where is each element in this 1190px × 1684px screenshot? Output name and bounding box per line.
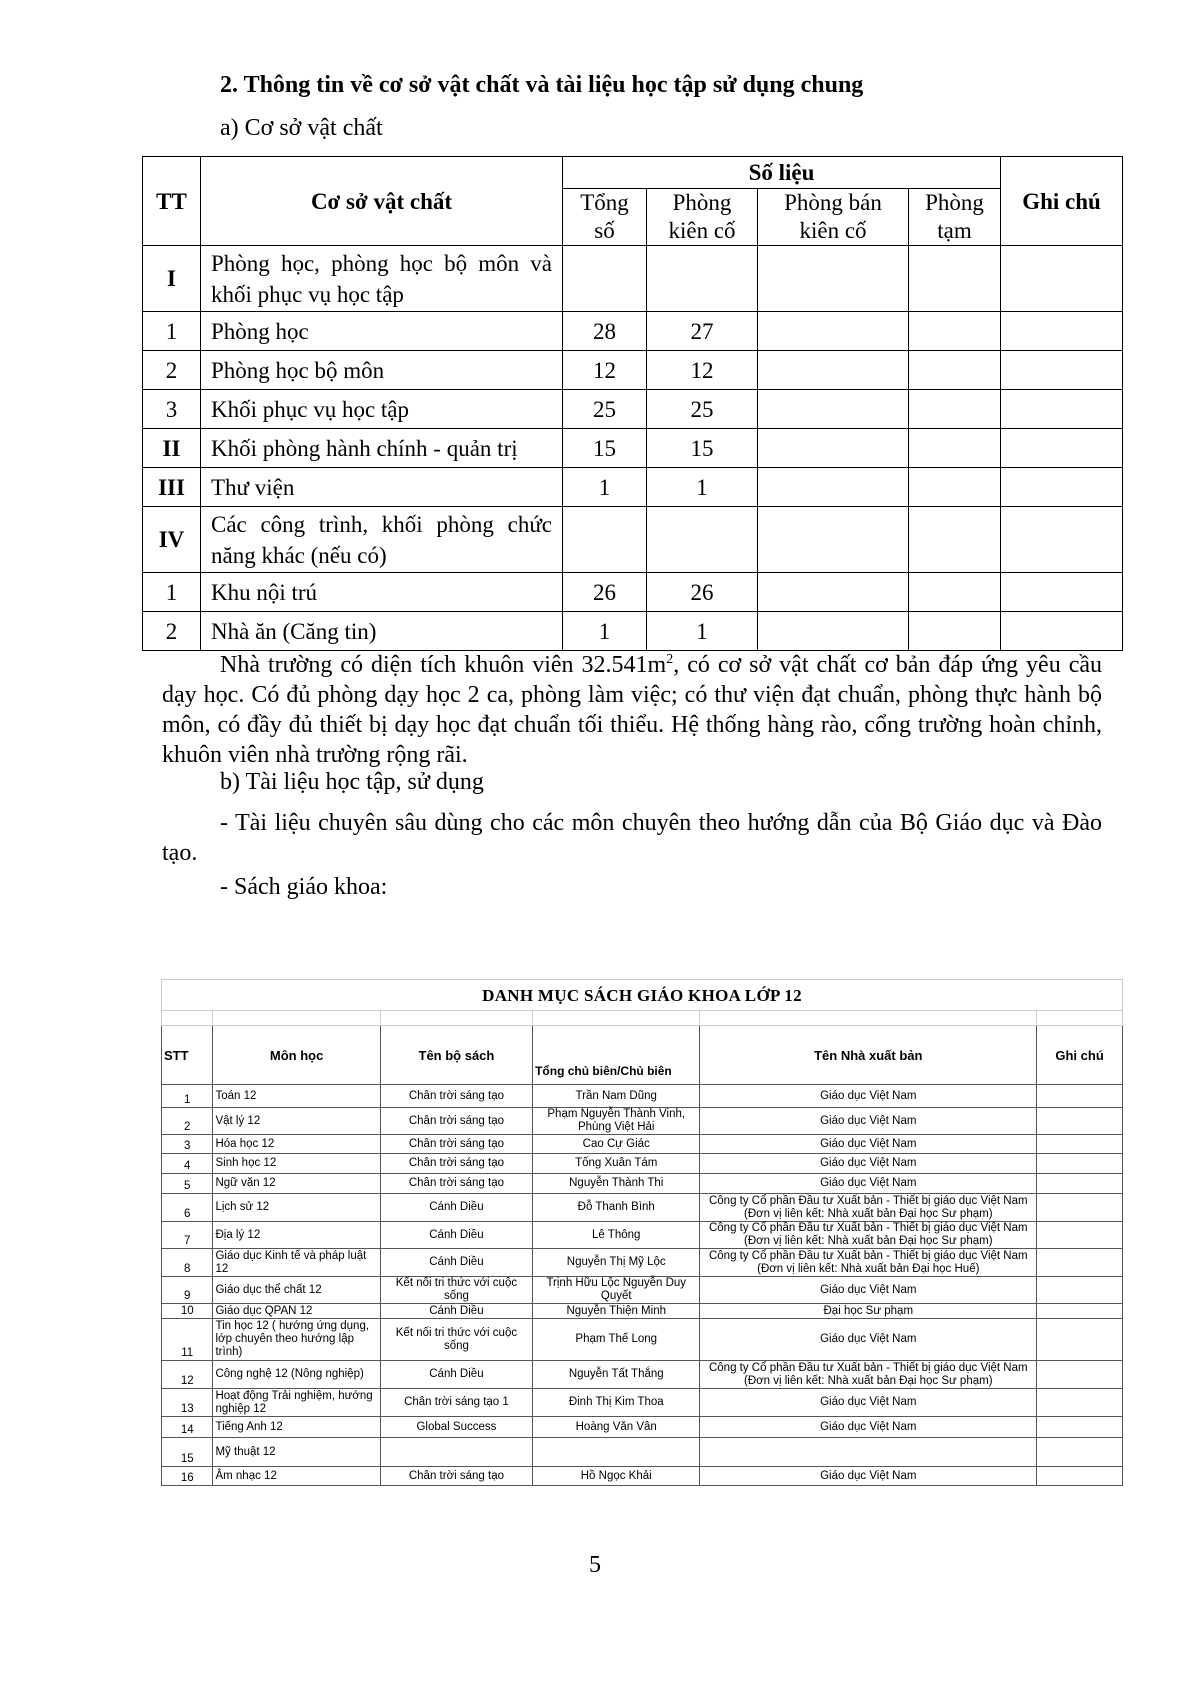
textbook-editor: Cao Cự Giác — [533, 1135, 700, 1154]
textbook-stt: 6 — [162, 1194, 213, 1222]
textbook-stt: 11 — [162, 1319, 213, 1361]
textbook-stt: 2 — [162, 1108, 213, 1135]
textbook-series: Chân trời sáng tạo — [380, 1174, 532, 1194]
facility-solid — [647, 246, 758, 312]
facility-temporary — [909, 573, 1001, 612]
textbook-note — [1037, 1135, 1123, 1154]
textbook-subject: Ngữ văn 12 — [213, 1174, 380, 1194]
textbook-publisher: Giáo dục Việt Nam — [700, 1085, 1037, 1108]
textbook-note — [1037, 1108, 1123, 1135]
textbook-note — [1037, 1249, 1123, 1277]
textbook-subject: Giáo dục Kinh tế và pháp luật 12 — [213, 1249, 380, 1277]
facility-solid: 27 — [647, 312, 758, 351]
facility-solid: 15 — [647, 429, 758, 468]
textbook-series: Kết nối tri thức với cuộc sống — [380, 1319, 532, 1361]
facility-row — [143, 312, 1123, 351]
facilities-paragraph — [162, 645, 1102, 770]
facility-note — [1001, 351, 1123, 390]
textbook-stt: 10 — [162, 1304, 213, 1319]
textbook-row — [162, 1108, 1123, 1135]
facility-solid — [647, 507, 758, 573]
textbook-publisher: Giáo dục Việt Nam — [700, 1277, 1037, 1304]
textbook-editor: Hồ Ngọc Khải — [533, 1467, 700, 1486]
textbook-series: Chân trời sáng tạo — [380, 1108, 532, 1135]
facility-name: Nhà ăn (Căng tin) — [201, 612, 563, 651]
facility-name: Các công trình, khối phòng chức năng khác (nếu có) — [201, 507, 563, 573]
textbook-publisher — [700, 1438, 1037, 1467]
header-editor: Tổng chủ biên/Chủ biên — [533, 1026, 700, 1085]
textbook-row — [162, 1085, 1123, 1108]
textbook-publisher: Giáo dục Việt Nam — [700, 1467, 1037, 1486]
header-total: Tổng số — [563, 189, 647, 246]
textbook-series: Cánh Diều — [380, 1249, 532, 1277]
header-data-group: Số liệu — [563, 157, 1001, 189]
textbook-note — [1037, 1174, 1123, 1194]
textbook-editor: Tống Xuân Tám — [533, 1154, 700, 1174]
facility-name: Khu nội trú — [201, 573, 563, 612]
facility-note — [1001, 246, 1123, 312]
textbook-publisher: Giáo dục Việt Nam — [700, 1417, 1037, 1438]
textbook-stt: 8 — [162, 1249, 213, 1277]
textbook-editor: Trần Nam Dũng — [533, 1085, 700, 1108]
textbook-row — [162, 1154, 1123, 1174]
textbook-note — [1037, 1389, 1123, 1417]
facility-total: 26 — [563, 573, 647, 612]
facility-row — [143, 429, 1123, 468]
facility-row — [143, 468, 1123, 507]
header-semi-solid-rooms: Phòng bán kiên cố — [758, 189, 909, 246]
facility-name: Khối phòng hành chính - quản trị — [201, 429, 563, 468]
facility-solid: 1 — [647, 612, 758, 651]
facilities-table-body — [143, 246, 1123, 651]
facility-total: 1 — [563, 612, 647, 651]
textbook-series: Kết nối tri thức với cuộc sống — [380, 1277, 532, 1304]
textbook-editor: Đinh Thị Kim Thoa — [533, 1389, 700, 1417]
facility-total: 25 — [563, 390, 647, 429]
facility-temporary — [909, 246, 1001, 312]
section-heading: 2. Thông tin về cơ sở vật chất và tài liệu học tập sử dụng chung — [220, 72, 864, 98]
facility-tt: 1 — [143, 312, 201, 351]
textbook-series: Cánh Diều — [380, 1194, 532, 1222]
textbook-series: Chân trời sáng tạo — [380, 1135, 532, 1154]
textbook-editor: Hoàng Văn Vân — [533, 1417, 700, 1438]
textbook-note — [1037, 1085, 1123, 1108]
textbook-row — [162, 1319, 1123, 1361]
facility-solid: 12 — [647, 351, 758, 390]
header-tt: TT — [143, 157, 201, 246]
textbook-editor: Nguyễn Thành Thi — [533, 1174, 700, 1194]
textbook-row — [162, 1438, 1123, 1467]
textbook-note — [1037, 1304, 1123, 1319]
facility-semi-solid — [758, 312, 909, 351]
textbook-stt: 9 — [162, 1277, 213, 1304]
facility-tt: 1 — [143, 573, 201, 612]
facility-solid: 25 — [647, 390, 758, 429]
facility-row — [143, 507, 1123, 573]
header-temporary-rooms: Phòng tạm — [909, 189, 1001, 246]
facility-tt: III — [143, 468, 201, 507]
textbook-editor: Phạm Nguyễn Thành Vinh, Phùng Việt Hải — [533, 1108, 700, 1135]
facility-semi-solid — [758, 429, 909, 468]
textbook-table-body — [162, 1085, 1123, 1486]
textbook-stt: 5 — [162, 1174, 213, 1194]
textbook-editor — [533, 1438, 700, 1467]
textbook-note — [1037, 1417, 1123, 1438]
textbook-row — [162, 1389, 1123, 1417]
textbook-publisher: Giáo dục Việt Nam — [700, 1389, 1037, 1417]
superscript-unit: 2 — [666, 652, 674, 667]
facility-name: Thư viện — [201, 468, 563, 507]
textbook-subject: Âm nhạc 12 — [213, 1467, 380, 1486]
page-number: 5 — [589, 1552, 601, 1578]
textbook-series: Cánh Diều — [380, 1304, 532, 1319]
facility-name: Phòng học, phòng học bộ môn và khối phục vụ học tập — [201, 246, 563, 312]
textbook-stt: 4 — [162, 1154, 213, 1174]
facility-tt: 3 — [143, 390, 201, 429]
textbook-subject: Hoạt động Trải nghiệm, hướng nghiệp 12 — [213, 1389, 380, 1417]
facility-total: 12 — [563, 351, 647, 390]
facilities-table — [142, 156, 1123, 651]
facility-row — [143, 573, 1123, 612]
textbook-editor: Nguyễn Thiện Minh — [533, 1304, 700, 1319]
textbook-publisher: Giáo dục Việt Nam — [700, 1135, 1037, 1154]
facility-temporary — [909, 390, 1001, 429]
facility-semi-solid — [758, 573, 909, 612]
facility-temporary — [909, 429, 1001, 468]
textbook-note — [1037, 1194, 1123, 1222]
textbook-subject: Tin học 12 ( hướng ứng dụng, lớp chuyên theo hướng lập trình) — [213, 1319, 380, 1361]
textbook-note — [1037, 1467, 1123, 1486]
textbook-row — [162, 1417, 1123, 1438]
textbook-subject: Giáo dục QPAN 12 — [213, 1304, 380, 1319]
textbook-publisher: Đại học Sư phạm — [700, 1304, 1037, 1319]
bullet-specialized-materials: - Tài liệu chuyên sâu dùng cho các môn chuyên theo hướng dẫn của Bộ Giáo dục và Đào tạo. — [162, 810, 1102, 866]
textbook-subject: Lịch sử 12 — [213, 1194, 380, 1222]
textbook-publisher: Giáo dục Việt Nam — [700, 1154, 1037, 1174]
facility-tt: 2 — [143, 351, 201, 390]
textbook-series: Chân trời sáng tạo — [380, 1154, 532, 1174]
facility-temporary — [909, 507, 1001, 573]
textbook-row — [162, 1174, 1123, 1194]
facility-temporary — [909, 351, 1001, 390]
textbook-row — [162, 1222, 1123, 1249]
facility-row — [143, 390, 1123, 429]
textbook-subject: Địa lý 12 — [213, 1222, 380, 1249]
textbook-subject: Sinh học 12 — [213, 1154, 380, 1174]
facility-name: Phòng học bộ môn — [201, 351, 563, 390]
facility-total — [563, 507, 647, 573]
textbook-publisher: Công ty Cổ phần Đầu tư Xuất bản - Thiết bị giáo dục Việt Nam (Đơn vị liên kết: Nhà xuất bản Đại học Huế) — [700, 1249, 1037, 1277]
facility-total: 28 — [563, 312, 647, 351]
textbook-series: Chân trời sáng tạo 1 — [380, 1389, 532, 1417]
header-series: Tên bộ sách — [380, 1026, 532, 1085]
textbook-editor: Lê Thông — [533, 1222, 700, 1249]
header-publisher: Tên Nhà xuất bản — [700, 1026, 1037, 1085]
textbook-row — [162, 1249, 1123, 1277]
textbook-subject: Vật lý 12 — [213, 1108, 380, 1135]
textbook-stt: 15 — [162, 1438, 213, 1467]
textbook-publisher: Giáo dục Việt Nam — [700, 1174, 1037, 1194]
textbook-row — [162, 1304, 1123, 1319]
facility-total: 15 — [563, 429, 647, 468]
subsection-a-heading: a) Cơ sở vật chất — [220, 115, 383, 141]
textbook-note — [1037, 1222, 1123, 1249]
facility-row — [143, 351, 1123, 390]
textbook-note — [1037, 1361, 1123, 1389]
facility-note — [1001, 390, 1123, 429]
paragraph-text-end: , có cơ sở vật chất cơ bản đáp ứng yêu cầu dạy học. Có đủ phòng dạy học 2 ca, phòng làm việc; có thư viện đạt chuẩn, phòng thực hành bộ môn, có đầy đủ thiết bị dạy học đạt chuẩn tối thiểu. Hệ thống hàng rào, cổng trường hoàn chỉnh, khuôn viên nhà trường rộng rãi. — [162, 652, 1102, 768]
textbook-series — [380, 1438, 532, 1467]
facility-tt: II — [143, 429, 201, 468]
textbook-series: Chân trời sáng tạo — [380, 1085, 532, 1108]
textbook-note — [1037, 1277, 1123, 1304]
paragraph-text-start: Nhà trường có diện tích khuôn viên 32.541m — [220, 652, 667, 678]
facility-total — [563, 246, 647, 312]
textbook-editor: Nguyễn Thị Mỹ Lộc — [533, 1249, 700, 1277]
textbook-row — [162, 1194, 1123, 1222]
facility-solid: 1 — [647, 468, 758, 507]
facility-solid: 26 — [647, 573, 758, 612]
header-note: Ghi chú — [1001, 157, 1123, 246]
textbook-publisher: Giáo dục Việt Nam — [700, 1319, 1037, 1361]
textbook-row — [162, 1135, 1123, 1154]
facility-name: Khối phục vụ học tập — [201, 390, 563, 429]
textbook-stt: 7 — [162, 1222, 213, 1249]
textbook-editor: Nguyễn Tất Thắng — [533, 1361, 700, 1389]
facility-semi-solid — [758, 351, 909, 390]
facility-semi-solid — [758, 468, 909, 507]
textbook-stt: 14 — [162, 1417, 213, 1438]
header-subject: Môn học — [213, 1026, 380, 1085]
facility-temporary — [909, 468, 1001, 507]
facility-note — [1001, 312, 1123, 351]
textbook-table-title: DANH MỤC SÁCH GIÁO KHOA LỚP 12 — [162, 980, 1123, 1011]
facility-note — [1001, 468, 1123, 507]
textbook-publisher: Công ty Cổ phần Đầu tư Xuất bản - Thiết bị giáo dục Việt Nam (Đơn vị liên kết: Nhà xuất bản Đại học Sư phạm) — [700, 1194, 1037, 1222]
facility-row — [143, 246, 1123, 312]
textbook-note — [1037, 1154, 1123, 1174]
facility-total: 1 — [563, 468, 647, 507]
textbook-stt: 3 — [162, 1135, 213, 1154]
facility-semi-solid — [758, 390, 909, 429]
textbook-series: Global Success — [380, 1417, 532, 1438]
textbook-row — [162, 1467, 1123, 1486]
textbook-editor: Đỗ Thanh Bình — [533, 1194, 700, 1222]
textbook-series: Cánh Diều — [380, 1222, 532, 1249]
textbook-stt: 13 — [162, 1389, 213, 1417]
textbook-editor: Phạm Thế Long — [533, 1319, 700, 1361]
facility-name: Phòng học — [201, 312, 563, 351]
subsection-b-heading: b) Tài liệu học tập, sử dụng — [220, 769, 484, 795]
textbook-table — [161, 979, 1123, 1486]
textbook-row — [162, 1361, 1123, 1389]
textbook-stt: 1 — [162, 1085, 213, 1108]
textbook-publisher: Công ty Cổ phần Đầu tư Xuất bản - Thiết bị giáo dục Việt Nam (Đơn vị liên kết: Nhà xuất bản Đại học Sư phạm) — [700, 1222, 1037, 1249]
facility-semi-solid — [758, 507, 909, 573]
facility-note — [1001, 429, 1123, 468]
facility-semi-solid — [758, 246, 909, 312]
facility-tt: I — [143, 246, 201, 312]
textbook-stt: 12 — [162, 1361, 213, 1389]
header-textbook-note: Ghi chú — [1037, 1026, 1123, 1085]
textbook-publisher: Giáo dục Việt Nam — [700, 1108, 1037, 1135]
textbook-series: Cánh Diều — [380, 1361, 532, 1389]
facility-tt: 2 — [143, 612, 201, 651]
textbook-subject: Hóa học 12 — [213, 1135, 380, 1154]
textbook-note — [1037, 1319, 1123, 1361]
textbook-note — [1037, 1438, 1123, 1467]
textbook-subject: Tiếng Anh 12 — [213, 1417, 380, 1438]
textbook-subject: Giáo dục thể chất 12 — [213, 1277, 380, 1304]
bullet-textbooks: - Sách giáo khoa: — [220, 874, 388, 900]
header-facility: Cơ sở vật chất — [201, 157, 563, 246]
header-solid-rooms: Phòng kiên cố — [647, 189, 758, 246]
textbook-subject: Mỹ thuật 12 — [213, 1438, 380, 1467]
textbook-publisher: Công ty Cổ phần Đầu tư Xuất bản - Thiết bị giáo dục Việt Nam (Đơn vị liên kết: Nhà xuất bản Đại học Sư phạm) — [700, 1361, 1037, 1389]
textbook-subject: Toán 12 — [213, 1085, 380, 1108]
textbook-row — [162, 1277, 1123, 1304]
textbook-stt: 16 — [162, 1467, 213, 1486]
header-stt: STT — [162, 1026, 213, 1085]
facility-temporary — [909, 312, 1001, 351]
textbook-subject: Công nghệ 12 (Nông nghiệp) — [213, 1361, 380, 1389]
facility-note — [1001, 573, 1123, 612]
facility-tt: IV — [143, 507, 201, 573]
textbook-editor: Trịnh Hữu Lộc Nguyễn Duy Quyết — [533, 1277, 700, 1304]
facility-note — [1001, 507, 1123, 573]
textbook-series: Chân trời sáng tạo — [380, 1467, 532, 1486]
